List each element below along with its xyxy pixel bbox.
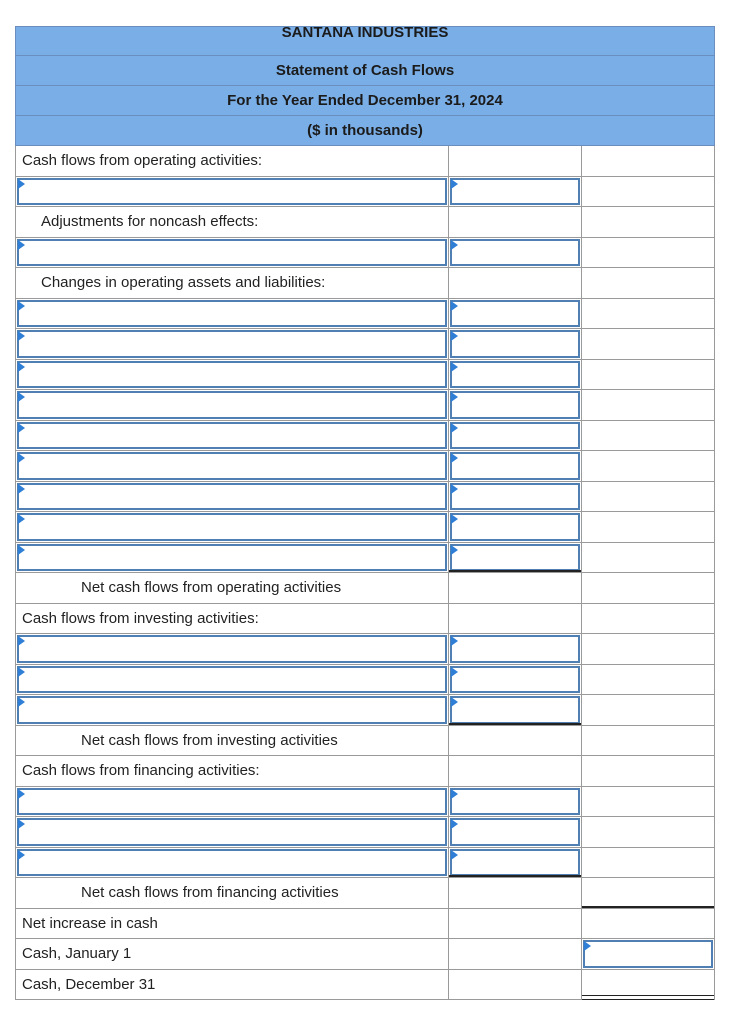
table-row [15,329,715,360]
net-investing-label: Net cash flows from investing activities [81,731,338,749]
cash-flow-statement-table [15,26,715,1000]
financing-heading: Cash flows from financing activities: [22,762,260,780]
table-row [15,726,715,757]
company-name-header [15,26,715,56]
table-row [15,939,715,970]
adjustment-amount-input-1[interactable] [450,239,580,267]
change-label-input-8[interactable] [17,513,447,541]
statement-title-header [15,56,715,86]
table-row [15,360,715,391]
table-row [15,146,715,177]
table-row [15,451,715,482]
changes-heading: Changes in operating assets and liabilities: [41,274,326,292]
investing-label-input-2[interactable] [17,666,447,694]
change-amount-input-6[interactable] [450,452,580,480]
change-label-input-5[interactable] [17,422,447,450]
change-label-input-3[interactable] [17,361,447,389]
investing-label-input-3[interactable] [17,696,447,724]
table-row [15,482,715,513]
change-amount-input-9[interactable] [450,544,580,572]
table-row [15,421,715,452]
cash-jan1-amount-input[interactable] [583,940,713,968]
change-amount-input-3[interactable] [450,361,580,389]
change-amount-input-8[interactable] [450,513,580,541]
table-row [15,878,715,909]
table-row [15,695,715,726]
investing-heading: Cash flows from investing activities: [22,609,259,627]
table-row [15,299,715,330]
financing-label-input-3[interactable] [17,849,447,877]
change-label-input-9[interactable] [17,544,447,572]
net-financing-label: Net cash flows from financing activities [81,884,339,902]
change-label-input-7[interactable] [17,483,447,511]
statement-title: Statement of Cash Flows [275,62,455,79]
table-row [15,207,715,238]
financing-label-input-2[interactable] [17,818,447,846]
table-row [15,268,715,299]
company-name: SANTANA INDUSTRIES [281,24,449,41]
change-amount-input-4[interactable] [450,391,580,419]
table-row [15,817,715,848]
change-amount-input-7[interactable] [450,483,580,511]
table-row [15,573,715,604]
table-row [15,512,715,543]
units-header [15,116,715,146]
units-text: ($ in thousands) [307,122,423,139]
table-row [15,848,715,879]
change-label-input-1[interactable] [17,300,447,328]
operating-item-label-input-1[interactable] [17,178,447,206]
table-row [15,909,715,940]
investing-amount-input-2[interactable] [450,666,580,694]
table-row [15,238,715,269]
period-text: For the Year Ended December 31, 2024 [227,92,503,109]
investing-label-input-1[interactable] [17,635,447,663]
adjustments-heading: Adjustments for noncash effects: [41,213,259,231]
net-increase-label: Net increase in cash [22,914,158,932]
change-label-input-6[interactable] [17,452,447,480]
table-row [15,756,715,787]
period-header [15,86,715,116]
cash-dec31-label: Cash, December 31 [22,975,156,993]
financing-label-input-1[interactable] [17,788,447,816]
investing-amount-input-1[interactable] [450,635,580,663]
change-amount-input-5[interactable] [450,422,580,450]
adjustment-label-input-1[interactable] [17,239,447,267]
table-row [15,604,715,635]
table-row [15,390,715,421]
operating-item-amount-input-1[interactable] [450,178,580,206]
financing-amount-input-1[interactable] [450,788,580,816]
net-operating-label: Net cash flows from operating activities [81,579,342,597]
table-row [15,634,715,665]
change-label-input-2[interactable] [17,330,447,358]
change-amount-input-2[interactable] [450,330,580,358]
financing-amount-input-2[interactable] [450,818,580,846]
table-row [15,787,715,818]
operating-heading: Cash flows from operating activities: [22,152,263,170]
financing-amount-input-3[interactable] [450,849,580,877]
table-row [15,970,715,1001]
cash-jan1-label: Cash, January 1 [22,945,132,963]
table-row [15,543,715,574]
table-row [15,665,715,696]
change-label-input-4[interactable] [17,391,447,419]
change-amount-input-1[interactable] [450,300,580,328]
investing-amount-input-3[interactable] [450,696,580,724]
table-row [15,177,715,208]
